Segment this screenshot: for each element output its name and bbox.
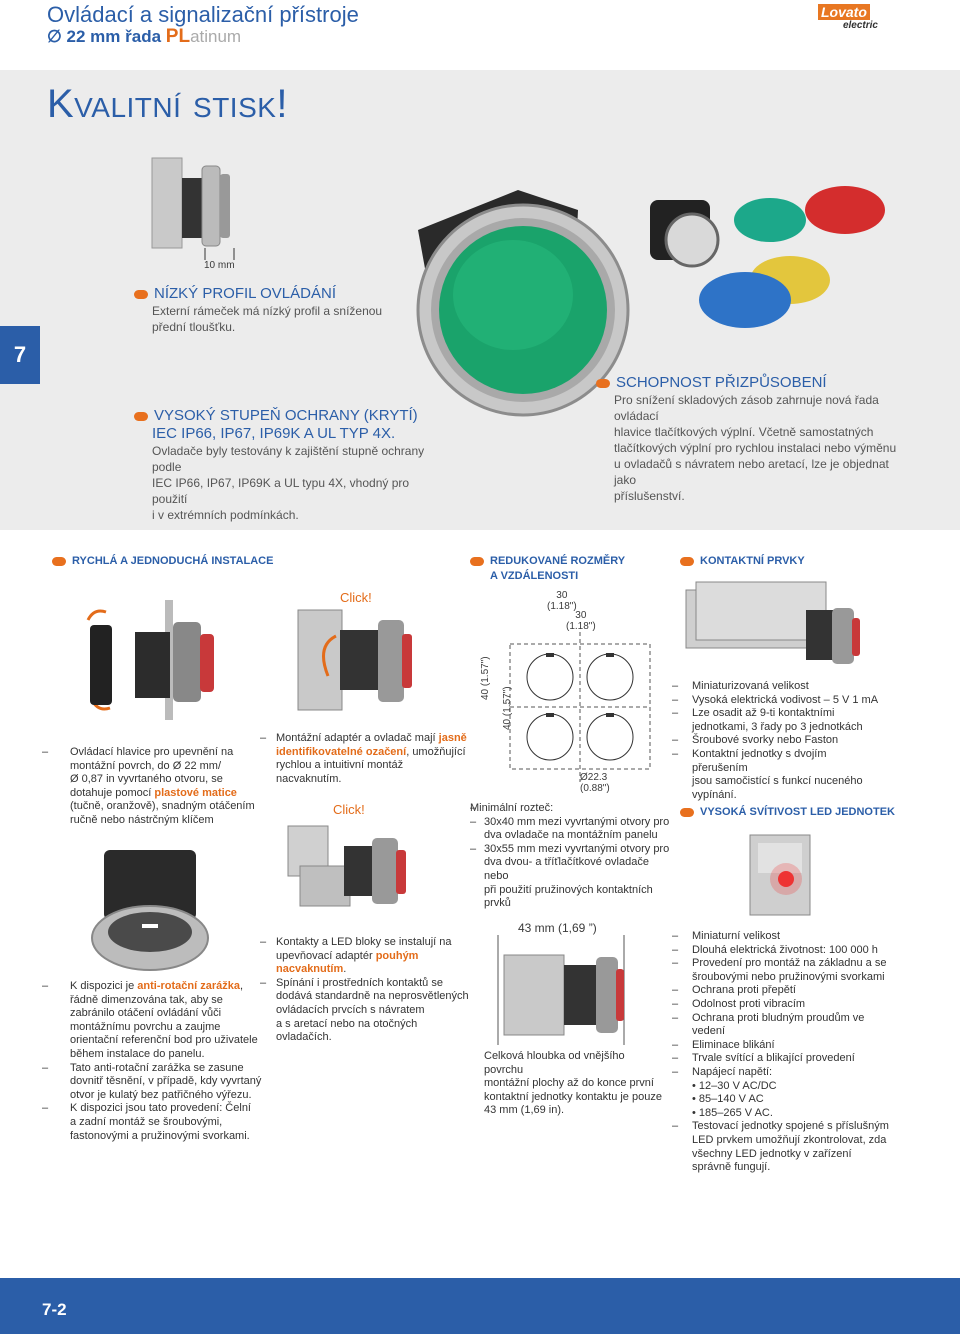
dash-marker: – bbox=[672, 707, 679, 720]
list-item-text: Miniaturní velikost bbox=[692, 930, 781, 942]
click-label-2: Click! bbox=[333, 802, 365, 817]
contacts-title-text: KONTAKTNÍ PRVKY bbox=[700, 555, 805, 567]
bullet-icon bbox=[680, 808, 694, 817]
click-label: Click! bbox=[340, 590, 372, 605]
subtitle-pl: PL bbox=[165, 26, 191, 47]
footer-band bbox=[0, 1278, 960, 1334]
list-item bbox=[672, 971, 892, 985]
dim-value: 30 bbox=[556, 590, 568, 601]
installation-title bbox=[52, 554, 273, 569]
inst1-line: (tučně, oranžově), snadným otáčením bbox=[70, 800, 255, 813]
inst3-line: K dispozici jsou tato provedení: Čelní bbox=[70, 1102, 251, 1115]
voltage-text: 85–140 V AC bbox=[698, 1093, 764, 1106]
dash-marker: – bbox=[672, 734, 679, 747]
list-item bbox=[672, 1025, 892, 1039]
diameter-symbol: ∅ bbox=[47, 27, 62, 46]
lovato-logo bbox=[818, 4, 878, 31]
dash-marker: – bbox=[672, 693, 679, 706]
list-item-text: Provedení pro montáž na základnu a se bbox=[692, 957, 887, 970]
inst2-highlight: jasně bbox=[438, 732, 467, 744]
list-item bbox=[672, 680, 882, 694]
inst3-line: řádně dimenzována tak, aby se bbox=[70, 993, 223, 1006]
list-item bbox=[672, 1012, 892, 1026]
list-item bbox=[672, 1039, 892, 1053]
spacing-text bbox=[470, 802, 670, 911]
inst3-line: dovnitř těsnění, v případě, kdy vyvrtaný bbox=[70, 1075, 262, 1088]
depth-diagram bbox=[488, 935, 638, 1045]
installation-title-text: RYCHLÁ A JEDNODUCHÁ INSTALACE bbox=[72, 555, 274, 567]
bullet-icon bbox=[134, 290, 148, 299]
dim-40-outer: 40 (1.57") bbox=[480, 656, 491, 700]
list-item-text: vypínání. bbox=[692, 788, 737, 801]
list-item bbox=[672, 775, 882, 789]
depth-line: 43 mm (1,69 in). bbox=[484, 1104, 565, 1117]
led-test-text: všechny LED jednotky v zařízení bbox=[692, 1147, 852, 1160]
dim-40-inner: 40 (1.57") bbox=[502, 686, 513, 730]
inst1-line: Ø 0,87 in vyvrtaného otvoru, se bbox=[70, 773, 223, 786]
inst4-line: Kontakty a LED bloky se instalují na bbox=[276, 936, 452, 948]
colored-lenses-image bbox=[640, 190, 890, 350]
protection-title-line: VYSOKÝ STUPEŇ OCHRANY (KRYTÍ) bbox=[154, 407, 418, 424]
list-item bbox=[672, 1066, 892, 1080]
panel-drilling-diagram bbox=[510, 632, 660, 782]
led-test-text: správně fungují. bbox=[692, 1161, 771, 1174]
adaptability-line: příslušenství. bbox=[614, 489, 685, 503]
depth-text bbox=[484, 1050, 664, 1118]
dash-marker: – bbox=[672, 680, 679, 692]
protection-line: i v extrémních podmínkách. bbox=[152, 508, 299, 522]
dimensions-title bbox=[470, 554, 625, 584]
inst2-line: nacvaknutím. bbox=[276, 772, 342, 785]
inst1-line: montážní povrch, do Ø 22 mm/ bbox=[70, 759, 222, 772]
led-unit-image bbox=[740, 825, 830, 920]
contacts-list bbox=[672, 680, 882, 802]
inst3-line: Tato anti-rotační zarážka se zasune bbox=[70, 1061, 244, 1074]
list-item bbox=[672, 984, 892, 998]
list-item bbox=[672, 694, 882, 708]
list-item-text: Kontaktní jednotky s dvojím přerušením bbox=[692, 747, 827, 774]
inst2-highlight: identifikovatelné ozačení bbox=[276, 745, 407, 758]
list-item-text: Miniaturizovaná velikost bbox=[692, 680, 809, 692]
inst3-line: zabránilo otáčení ovládání vůči bbox=[70, 1007, 222, 1020]
led-title bbox=[680, 805, 895, 820]
list-item-text: Trvale svítící a blikající provedení bbox=[692, 1052, 855, 1065]
inst3-line: během instalace do panelu. bbox=[70, 1047, 205, 1060]
adaptability-line: tlačítkových výplní pro rychlou instalaci nebo výměnu bbox=[614, 441, 897, 455]
voltage-text: 185–265 V AC. bbox=[698, 1106, 773, 1119]
list-item-text: Ochrana proti bludným proudům ve bbox=[692, 1011, 865, 1024]
list-item bbox=[672, 748, 882, 775]
bullet-icon bbox=[470, 557, 484, 566]
inst1-line: dotahuje pomocí bbox=[70, 786, 155, 799]
inst3-line: a zadní montáž se šroubovými, bbox=[70, 1115, 223, 1128]
led-test-line bbox=[672, 1161, 892, 1175]
low-profile-title: NÍZKÝ PROFIL OVLÁDÁNÍ bbox=[154, 285, 336, 302]
list-item bbox=[672, 944, 892, 958]
side-profile-button-image bbox=[150, 148, 240, 258]
dash-marker: – bbox=[672, 997, 679, 1010]
list-item-text: Lze osadit až 9-ti kontaktními bbox=[692, 707, 835, 720]
led-title-text: VYSOKÁ SVÍTIVOST LED JEDNOTEK bbox=[700, 806, 895, 818]
list-item bbox=[672, 998, 892, 1012]
dash-marker: – bbox=[672, 1052, 679, 1065]
spacing-line: prvků bbox=[484, 897, 511, 910]
mounting-nut-image bbox=[80, 600, 240, 720]
dash-marker: – bbox=[672, 943, 679, 956]
list-item bbox=[672, 1052, 892, 1066]
inst3-line: otvor je kulatý bez patřičného výřezu. bbox=[70, 1088, 252, 1101]
list-item-text: Eliminace blikání bbox=[692, 1038, 775, 1051]
bullet-dot: • bbox=[692, 1106, 699, 1119]
spacing-line: při použití pružinových kontaktních bbox=[484, 883, 653, 896]
dash-marker: – bbox=[672, 957, 679, 970]
dash-marker: – bbox=[672, 747, 679, 760]
dim-value: Ø22.3 bbox=[580, 772, 608, 783]
dim-hole bbox=[580, 772, 610, 794]
spacing-line: 30x40 mm mezi vyvrtanými otvory pro bbox=[484, 815, 670, 828]
inst4-highlight: nacvaknutím bbox=[276, 963, 344, 976]
led-test-line bbox=[672, 1120, 892, 1134]
subtitle-platinum: atinum bbox=[190, 27, 242, 46]
inst1-highlight: plastové matice bbox=[154, 786, 237, 799]
installation-text-2 bbox=[260, 732, 470, 786]
inst3-highlight: anti-rotační zarážka bbox=[137, 980, 240, 992]
spacing-line: 30x55 mm mezi vyvrtanými otvory pro bbox=[484, 842, 670, 855]
chapter-tab: 7 bbox=[0, 326, 40, 384]
led-list bbox=[672, 930, 892, 1175]
voltage-item bbox=[672, 1080, 892, 1094]
inst2-text: Montážní adaptér a ovladač mají bbox=[276, 732, 439, 744]
dash-marker: – bbox=[672, 930, 679, 942]
inst4-highlight: pouhým bbox=[375, 949, 419, 962]
bullet-icon bbox=[596, 379, 610, 388]
voltage-item bbox=[672, 1107, 892, 1121]
contacts-title bbox=[680, 554, 805, 569]
inst4-line: upevňovací adaptér bbox=[276, 949, 376, 962]
dim-value: (1.18") bbox=[566, 621, 596, 632]
led-test-line bbox=[672, 1148, 892, 1162]
list-item-text: Napájecí napětí: bbox=[692, 1065, 773, 1078]
dim-value: (0.88") bbox=[580, 783, 610, 794]
feature-low-profile bbox=[134, 285, 394, 335]
header-title: Ovládací a signalizační přístroje bbox=[47, 2, 359, 27]
voltage-item bbox=[672, 1093, 892, 1107]
dash-marker: – bbox=[672, 1038, 679, 1051]
protection-title-line: IEC IP66, IP67, IP69K A UL TYP 4X. bbox=[152, 425, 396, 442]
page-number: 7-2 bbox=[42, 1300, 67, 1319]
adapter-snap-image bbox=[296, 606, 416, 716]
list-item-text: jednotkami, 3 řady po 3 jednotkách bbox=[692, 720, 863, 733]
list-item bbox=[672, 721, 882, 735]
adaptability-line: u ovladačů s návratem nebo aretací, lze je objednat jako bbox=[614, 457, 889, 487]
list-item-text: Šroubové svorky nebo Faston bbox=[692, 734, 839, 747]
led-test-text: Testovací jednotky spojené s příslušným bbox=[692, 1120, 889, 1133]
list-item-text: šroubovými nebo pružinovými svorkami bbox=[692, 970, 885, 983]
bullet-icon bbox=[680, 557, 694, 566]
subtitle-text: 22 mm řada bbox=[66, 27, 162, 46]
dash-marker: – bbox=[672, 1011, 679, 1024]
header-subtitle bbox=[47, 26, 241, 48]
inst4-line: dodává standardně na neprosvětlených bbox=[276, 990, 469, 1003]
contact-block-snap-image bbox=[286, 816, 416, 916]
protection-line: IEC IP66, IP67, IP69K a UL typu 4X, vhodný pro použití bbox=[152, 476, 410, 506]
inst2-text: , umožňující bbox=[406, 745, 466, 758]
dimension-10mm: 10 mm bbox=[204, 260, 235, 271]
protection-line: Ovladače byly testovány k zajištění stupně ochrany podle bbox=[152, 444, 425, 474]
contact-blocks-image bbox=[686, 580, 866, 670]
spacing-line: dva ovladače na montážním panelu bbox=[484, 829, 658, 842]
bullet-icon bbox=[134, 412, 148, 421]
installation-text-3: – K dispozici je anti-rotační zarážka, řádně dimenzována tak, aby se zabránilo otáčení ovládání vůči montážnímu povrchu a zaujme orientační referenční bod pro uživatele během instalace do panelu. – Tato anti-rotační zarážka se zasune dovnitř těsnění, v případě, kdy vyvrtaný otvor je kulatý bez patřičného výřezu. – K dispozici jsou tato provedení: Čelní a zadní montáž se šroubovými, fastonovými a pružinovými svorkami. bbox=[42, 980, 272, 1143]
list-item-text: Vysoká elektrická vodivost – 5 V 1 mA bbox=[692, 693, 879, 706]
spacing-title: – Minimální rozteč: bbox=[470, 802, 670, 816]
spacing-line: dva dvou- a tříťlačítkové ovladače nebo bbox=[484, 856, 649, 882]
inst4-line: a s aretací nebo na otočných bbox=[276, 1017, 418, 1030]
page-title: Kvalitní stisk! bbox=[47, 82, 289, 126]
list-item-text: jsou samočistící s funkcí nuceného bbox=[692, 775, 863, 788]
depth-line: montážní plochy až do konce první bbox=[484, 1077, 654, 1090]
inst1-line: ručně nebo nástrčným klíčem bbox=[70, 813, 214, 826]
bullet-dot: • bbox=[692, 1093, 699, 1106]
voltage-text: 12–30 V AC/DC bbox=[698, 1079, 777, 1092]
inst4-line: Spínání i prostředních kontaktů se bbox=[276, 976, 443, 989]
adaptability-line: hlavice tlačítkových výplní. Včetně samostatných bbox=[614, 425, 874, 439]
logo-sub: electric bbox=[842, 20, 878, 31]
inst4-line: ovladačích. bbox=[276, 1031, 332, 1044]
low-profile-line: Externí rámeček má nízký profil a sníženou bbox=[152, 304, 383, 318]
depth-label: 43 mm (1,69 ”) bbox=[518, 921, 597, 935]
depth-line: Celková hloubka od vnějšího povrchu bbox=[484, 1050, 625, 1076]
list-item-text: Odolnost proti vibracím bbox=[692, 997, 806, 1010]
dim-value: (1.18") bbox=[547, 601, 577, 612]
dim-30-top bbox=[547, 590, 577, 612]
list-item-text: vedení bbox=[692, 1025, 726, 1038]
list-item bbox=[672, 957, 892, 971]
inst3-line: orientační referenční bod pro uživatele bbox=[70, 1034, 258, 1047]
list-item-text: Ochrana proti přepětí bbox=[692, 984, 796, 997]
list-item-text: Dlouhá elektrická životnost: 100 000 h bbox=[692, 943, 878, 956]
low-profile-line: přední tloušťku. bbox=[152, 320, 236, 334]
inst2-line: rychlou a intuitivní montáž bbox=[276, 759, 404, 772]
depth-line: kontaktní jednotky kontaktu je pouze bbox=[484, 1090, 662, 1103]
dimensions-title-line: A VZDÁLENOSTI bbox=[490, 570, 579, 582]
feature-adaptability bbox=[596, 374, 906, 504]
adaptability-title: SCHOPNOST PŘIZPŮSOBENÍ bbox=[616, 374, 827, 391]
installation-text-4: – Kontakty a LED bloky se instalují na upevňovací adaptér pouhým nacvaknutím. – Spínání i prostředních kontaktů se dodává standardně na neprosvětlených ovládacích prvcích s návratem a s aretací nebo na otočných ovladačích. bbox=[260, 936, 475, 1045]
inst1-line: Ovládací hlavice pro upevnění na bbox=[70, 746, 234, 758]
inst3-line: fastonovými a pružinovými svorkami. bbox=[70, 1129, 250, 1142]
inst3-line: montážnímu povrchu a zaujme bbox=[70, 1020, 221, 1033]
logo-brand: Lovato bbox=[818, 4, 870, 20]
list-item bbox=[672, 789, 882, 803]
bullet-icon bbox=[52, 557, 66, 566]
dash-marker: – bbox=[672, 1065, 679, 1078]
led-test-text: LED prvkem umožňují zkontrolovat, zda bbox=[692, 1133, 887, 1146]
dim-value: 30 bbox=[575, 610, 587, 621]
list-item bbox=[672, 734, 882, 748]
dimensions-title-line: REDUKOVANÉ ROZMĚRY bbox=[490, 555, 626, 567]
list-item bbox=[672, 707, 882, 721]
inst3-text: K dispozici je bbox=[70, 980, 138, 992]
dim-30-second bbox=[566, 610, 596, 632]
adaptability-line: Pro snížení skladových zásob zahrnuje nová řada ovládací bbox=[614, 393, 879, 423]
dash-marker: – bbox=[672, 1120, 679, 1133]
dash-marker: – bbox=[672, 984, 679, 997]
bullet-dot: • bbox=[692, 1079, 699, 1092]
inst4-line: ovládacích prvcích s návratem bbox=[276, 1003, 425, 1016]
installation-text-1 bbox=[42, 746, 262, 828]
feature-protection bbox=[134, 407, 434, 523]
green-pushbutton-image bbox=[398, 190, 628, 420]
list-item bbox=[672, 930, 892, 944]
anti-rotation-nut-image bbox=[92, 850, 212, 975]
led-test-line bbox=[672, 1134, 892, 1148]
